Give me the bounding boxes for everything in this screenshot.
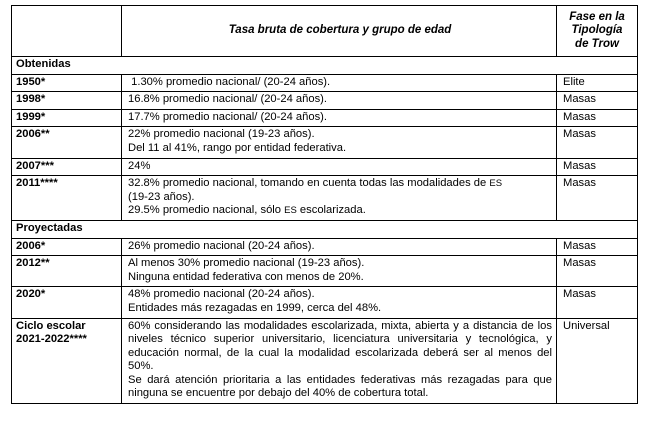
section-title-obtained: Obtenidas xyxy=(12,57,638,75)
row-year: 1999* xyxy=(12,109,122,127)
coverage-table xyxy=(11,5,638,404)
row-phase: Masas xyxy=(557,287,638,318)
row-phase: Universal xyxy=(557,318,638,404)
row-rate-line: 22% promedio nacional (19-23 años). xyxy=(128,128,315,141)
row-rate: 24% xyxy=(122,158,557,176)
table-row xyxy=(12,176,638,221)
row-rate xyxy=(122,318,557,404)
header-row xyxy=(12,6,638,57)
row-year: 2006* xyxy=(12,238,122,256)
header-empty-cell xyxy=(12,6,122,57)
header-rate: Tasa bruta de cobertura y grupo de edad xyxy=(122,6,557,57)
header-phase xyxy=(557,6,638,57)
row-rate: 26% promedio nacional (20-24 años). xyxy=(122,238,557,256)
row-year-line: 2021-2022**** xyxy=(16,333,87,346)
row-rate-text: 1.30% promedio nacional/ (20-24 años). xyxy=(128,75,331,88)
header-phase-line: Fase en la xyxy=(569,10,625,23)
row-year: 2012** xyxy=(12,256,122,287)
row-year: 1950* xyxy=(12,74,122,92)
row-year: 2020* xyxy=(12,287,122,318)
row-year: 1998* xyxy=(12,92,122,110)
row-phase: Elite xyxy=(557,74,638,92)
row-rate xyxy=(122,176,557,221)
row-rate xyxy=(122,74,557,92)
row-phase: Masas xyxy=(557,256,638,287)
table-row xyxy=(12,287,638,318)
row-rate-paragraph: Se dará atención prioritaria a las entidades federativas más rezagadas para que ninguna se encuentre por debajo del 40% de cobertura total. xyxy=(128,373,552,400)
row-rate: 16.8% promedio nacional/ (20-24 años). xyxy=(122,92,557,110)
row-rate-text: 29.5% promedio nacional, sólo xyxy=(128,204,285,217)
row-year-line: Ciclo escolar xyxy=(16,319,86,332)
row-rate-line: Entidades más rezagadas en 1999, cerca del 48%. xyxy=(128,301,382,314)
row-rate-line xyxy=(128,177,552,191)
row-phase: Masas xyxy=(557,92,638,110)
row-phase: Masas xyxy=(557,176,638,221)
header-phase-line: de Trow xyxy=(575,37,619,50)
row-rate-line: Al menos 30% promedio nacional (19-23 años). xyxy=(128,257,365,270)
table-row xyxy=(12,109,638,127)
row-rate-line: Del 11 al 41%, rango por entidad federativa. xyxy=(128,141,347,154)
row-rate xyxy=(122,256,557,287)
row-year: 2007*** xyxy=(12,158,122,176)
row-rate: 17.7% promedio nacional/ (20-24 años). xyxy=(122,109,557,127)
row-year xyxy=(12,318,122,404)
row-phase: Masas xyxy=(557,109,638,127)
row-rate-line: Ninguna entidad federativa con menos de 20%. xyxy=(128,270,364,283)
header-phase-line: Tipología xyxy=(571,24,623,37)
row-rate-text: 32.8% promedio nacional, tomando en cuenta todas las modalidades de xyxy=(128,177,490,190)
table-row xyxy=(12,74,638,92)
table-row xyxy=(12,127,638,158)
table-row xyxy=(12,318,638,404)
row-rate xyxy=(122,127,557,158)
table-row xyxy=(12,158,638,176)
row-rate-abbrev: ES xyxy=(284,205,297,217)
row-rate-abbrev: ES xyxy=(489,178,503,190)
table-row xyxy=(12,238,638,256)
table-row xyxy=(12,256,638,287)
row-rate-line: (19-23 años). xyxy=(128,190,195,203)
table-row xyxy=(12,92,638,110)
section-row-obtained xyxy=(12,57,638,75)
row-rate-line: 48% promedio nacional (20-24 años). xyxy=(128,288,315,301)
row-rate-paragraph: 60% considerando las modalidades escolarizada, mixta, abierta y a distancia de los niveles técnico superior universitario, licenciatura universitaria y tecnológica, y educación normal, de la cual la modalidad escolarizada deberá ser al menos del 50%. xyxy=(128,319,552,373)
row-rate-text: escolarizada. xyxy=(296,204,366,217)
row-phase: Masas xyxy=(557,158,638,176)
row-year: 2011**** xyxy=(12,176,122,221)
row-rate-line xyxy=(128,204,552,218)
section-row-projected xyxy=(12,220,638,238)
row-rate xyxy=(122,287,557,318)
row-phase: Masas xyxy=(557,238,638,256)
section-title-projected: Proyectadas xyxy=(12,220,638,238)
row-phase: Masas xyxy=(557,127,638,158)
row-year: 2006** xyxy=(12,127,122,158)
